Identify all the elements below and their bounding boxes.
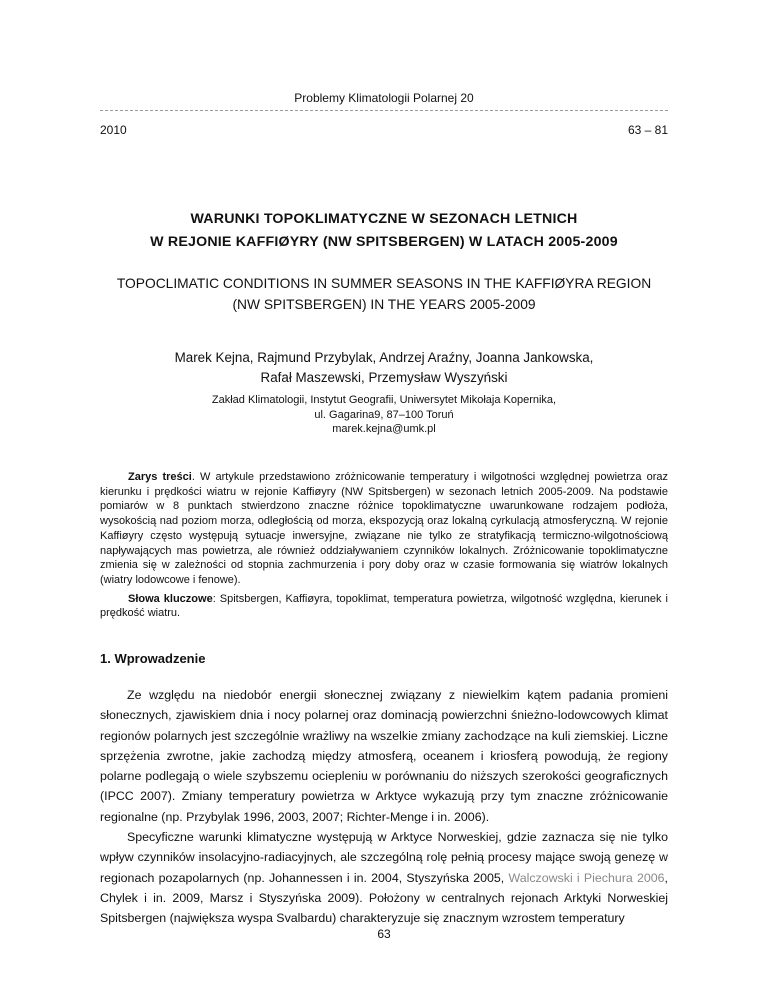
affiliation-line-1: Zakład Klimatologii, Instytut Geografii, Uniwersytet Mikołaja Kopernika, xyxy=(211,394,557,406)
body-paragraph-2 xyxy=(100,827,668,928)
page-number: 63 xyxy=(377,927,391,941)
authors-line-1: Marek Kejna, Rajmund Przybylak, Andrzej Araźny, Joanna Jankowska, xyxy=(174,350,594,365)
abstract-label: Zarys treści xyxy=(128,471,192,483)
author-email[interactable]: marek.kejna@umk.pl xyxy=(332,423,436,435)
abstract xyxy=(100,470,668,621)
title-polish xyxy=(0,208,768,254)
body-paragraph-1: Ze względu na niedobór energii słonecznej związany z niewielkim kątem padania promieni słonecznych, zjawiskiem dnia i nocy polarnej oraz dominacją powierzchni śnieżno-lodowcowych klimat regionów polarnych jest szczególnie wrażliwy na wszelkie zmiany zachodzące na kuli ziemskiej. Liczne sprzężenia zwrotne, jakie zachodzą między atmosferą, oceanem i kriosferą powodują, że regiony polarne podlegają o wiele szybszemu ociepleniu w porównaniu do niższych szerokości geograficznych (IPCC 2007). Zmiany temperatury powietrza w Arktyce wykazują przy tym znaczne zróżnicowanie regionalne (np. Przybylak 1996, 2003, 2007; Richter-Menge i in. 2006). xyxy=(100,688,668,824)
title-english xyxy=(0,273,768,315)
header-divider xyxy=(100,110,668,111)
citation-walczowski: Walczowski i Piechura 2006 xyxy=(508,870,665,885)
affiliation xyxy=(0,393,768,437)
authors-line-2: Rafał Maszewski, Przemysław Wyszyński xyxy=(260,370,508,385)
abstract-paragraph xyxy=(100,470,668,588)
page-range: 63 – 81 xyxy=(627,123,668,137)
keywords-paragraph xyxy=(100,592,668,621)
journal-name: Problemy Klimatologii Polarnej 20 xyxy=(294,91,474,105)
body-paragraph-2-start: Specyficzne warunki klimatyczne występują w Arktyce Norweskiej, gdzie zaznacza się nie tylko wpływ czynników insolacyjno-radiacyjnych, ale szczególną rolę pełnią procesy mające swoją genezę w regionach pozapolarnych (np. Johannessen i in. 2004, Styszyńska 2005, xyxy=(100,830,668,885)
keywords-label: Słowa kluczowe xyxy=(128,592,213,605)
section-heading: 1. Wprowadzenie xyxy=(100,651,206,666)
abstract-text: . W artykule przedstawiono zróżnicowanie temperatury i wilgotności względnej powietrza oraz kierunku i prędkości wiatru w rejonie Kaffiøyry (NW Spitsbergen) w sezonach letnich 2005-2009. Na podstawie pomiarów w 8 punktach stwierdzono znaczne różnice topoklimatyczne uwarunkowane rodzajem podłoża, wysokością nad poziom morza, odległością od morza, ekspozycją oraz lokalną cyrkulacją atmosferyczną. W rejonie Kaffiøyry często występują sytuacje inwersyjne, związane nie tylko ze stratyfikacją termiczno-wilgotnościową napływających mas powietrza, ale również oddziaływaniem czynników lokalnych. Zróżnicowanie topoklimatyczne zmienia się w zależności od stopnia zachmurzenia i pory doby oraz w czasie formowania się wiatrów lokalnych (wiatry lodowcowe i fenowe). xyxy=(100,471,669,586)
publication-year: 2010 xyxy=(100,123,127,137)
affiliation-line-2: ul. Gagarina9, 87–100 Toruń xyxy=(314,408,454,421)
title-polish-line-1: WARUNKI TOPOKLIMATYCZNE W SEZONACH LETNICH xyxy=(190,211,578,227)
body-text xyxy=(100,685,668,929)
title-english-line-2: (NW SPITSBERGEN) IN THE YEARS 2005-2009 xyxy=(232,297,536,312)
author-list xyxy=(0,348,768,388)
title-polish-line-2: W REJONIE KAFFIØYRY (NW SPITSBERGEN) W LATACH 2005-2009 xyxy=(150,234,618,250)
title-english-line-1: TOPOCLIMATIC CONDITIONS IN SUMMER SEASONS IN THE KAFFIØYRA REGION xyxy=(116,276,652,291)
body-paragraph-2-end: , Chylek i in. 2009, Marsz i Styszyńska 2009). Położony w centralnych rejonach Arktyki Norweskiej Spitsbergen (największa wyspa Svalbardu) charakteryzuje się znacznym wzrostem temperatury xyxy=(100,870,668,926)
keywords-text: : Spitsbergen, Kaffiøyra, topoklimat, temperatura powietrza, wilgotność względna, kierunek i prędkość wiatru. xyxy=(100,592,668,620)
